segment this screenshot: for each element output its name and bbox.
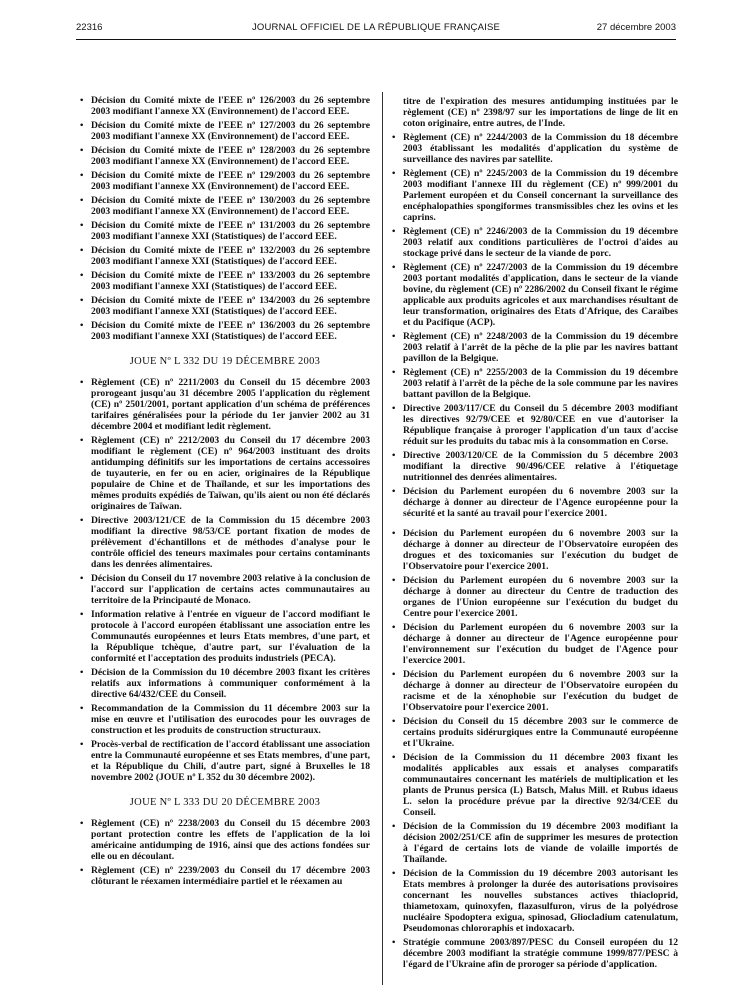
list-item: • Décision du Comité mixte de l'EEE nº 136/2003 du 26 septembre 2003 modifiant l'annexe XXI (Statistiques) de l'accord EEE.: [80, 320, 370, 342]
list-item: • Décision du Conseil du 17 novembre 2003 relative à la conclusion de l'accord sur l'application de certains actes communautaires au territoire de la Principauté de Monaco.: [80, 573, 370, 606]
list-item: • Règlement (CE) nº 2255/2003 de la Commission du 19 décembre 2003 relatif à l'arrêt de la pêche de la sole commune par les navires battant pavillon de la Belgique.: [392, 367, 678, 400]
list-item: • Décision du Parlement européen du 6 novembre 2003 sur la décharge à donner au directeur de l'Agence européenne pour la sécurité et la santé au travail pour l'exercice 2001.: [392, 486, 678, 519]
issue-date: 27 décembre 2003: [596, 22, 676, 33]
list-item: • Décision de la Commission du 19 décembre 2003 modifiant la décision 2002/251/CE afin de supprimer les mesures de protection à l'égard de certains lots de viande de volaille importés de Thaïlande.: [392, 821, 678, 865]
list-item: • Règlement (CE) nº 2211/2003 du Conseil du 15 décembre 2003 prorogeant jusqu'au 31 décembre 2005 l'application du règlement (CE) nº 2501/2001, portant application d'un schéma de préférences tarifaires généralisées pour la période du 1er janvier 2002 au 31 décembre 2004 et modifiant ledit règlement.: [80, 377, 370, 432]
list-item: • Décision du Conseil du 15 décembre 2003 sur le commerce de certains produits sidérurgiques entre la Communauté européenne et l'Ukraine.: [392, 716, 678, 749]
list-item: • Recommandation de la Commission du 11 décembre 2003 sur la mise en œuvre et l'utilisation des eurocodes pour les ouvrages de construction et les produits de construction structuraux.: [80, 703, 370, 736]
list-item: • Décision du Comité mixte de l'EEE nº 129/2003 du 26 septembre 2003 modifiant l'annexe XX (Environnement) de l'accord EEE.: [80, 170, 370, 192]
list-item: • Décision du Comité mixte de l'EEE nº 128/2003 du 26 septembre 2003 modifiant l'annexe XX (Environnement) de l'accord EEE.: [80, 145, 370, 167]
list-item: • Règlement (CE) nº 2245/2003 de la Commission du 19 décembre 2003 modifiant l'annexe III du règlement (CE) nº 999/2001 du Parlement européen et du Conseil concernant la surveillance des encéphalopathies spongiformes transmissibles chez les ovins et les caprins.: [392, 168, 678, 223]
list-item-continuation: titre de l'expiration des mesures antidumping instituées par le règlement (CE) nº 2398/97 sur les importations de linge de lit en coton originaire, entre autres, de l'Inde.: [403, 96, 678, 129]
list-item: • Règlement (CE) nº 2238/2003 du Conseil du 15 décembre 2003 portant protection contre les effets de l'application de la loi américaine antidumping de 1916, ainsi que des actions fondées sur elle ou en découlant.: [80, 818, 370, 862]
journal-title: JOURNAL OFFICIEL DE LA RÉPUBLIQUE FRANÇAISE: [251, 22, 501, 33]
column-divider: [382, 92, 383, 985]
list-item: • Règlement (CE) nº 2212/2003 du Conseil du 17 décembre 2003 modifiant le règlement (CE) nº 964/2003 instituant des droits antidumping définitifs sur les importations de certains accessoires de tuyauterie, en fer ou en acier, originaires de la République populaire de Chine et de Thaïlande, et sur les importations des mêmes produits expédiés de Taïwan, qu'ils aient ou non été déclarés originaires de Taïwan.: [80, 435, 370, 512]
list-item: • Décision de la Commission du 10 décembre 2003 fixant les critères relatifs aux informations à communiquer conformément à la directive 64/432/CEE du Conseil.: [80, 667, 370, 700]
list-item: • Décision du Comité mixte de l'EEE nº 127/2003 du 26 septembre 2003 modifiant l'annexe XX (Environnement) de l'accord EEE.: [80, 120, 370, 142]
list-item: • Décision du Comité mixte de l'EEE nº 134/2003 du 26 septembre 2003 modifiant l'annexe XXI (Statistiques) de l'accord EEE.: [80, 295, 370, 317]
left-column: [80, 95, 370, 890]
list-item: • Décision du Parlement européen du 6 novembre 2003 sur la décharge à donner au directeur de l'Observatoire européen du racisme et de la xénophobie sur l'exécution du budget de l'Observatoire pour l'exercice 2001.: [392, 669, 678, 713]
list-item: • Règlement (CE) nº 2244/2003 de la Commission du 18 décembre 2003 établissant les modalités d'application du système de surveillance des navires par satellite.: [392, 132, 678, 165]
list-item: • Décision du Parlement européen du 6 novembre 2003 sur la décharge à donner au directeur du Centre de traduction des organes de l'Union européenne sur l'exécution du budget du Centre pour l'exercice 2001.: [392, 575, 678, 619]
header-rule: [76, 39, 676, 40]
list-item: • Directive 2003/121/CE de la Commission du 15 décembre 2003 modifiant la directive 98/53/CE portant fixation de modes de prélèvement d'échantillons et de méthodes d'analyse pour le contrôle officiel des teneurs maximales pour certains contaminants dans les denrées alimentaires.: [80, 515, 370, 570]
list-item: • Décision du Comité mixte de l'EEE nº 131/2003 du 26 septembre 2003 modifiant l'annexe XXI (Statistiques) de l'accord EEE.: [80, 220, 370, 242]
list-item: • Décision du Comité mixte de l'EEE nº 126/2003 du 26 septembre 2003 modifiant l'annexe XX (Environnement) de l'accord EEE.: [80, 95, 370, 117]
list-item: • Règlement (CE) nº 2239/2003 du Conseil du 17 décembre 2003 clôturant le réexamen intermédiaire partiel et le réexamen au: [80, 865, 370, 887]
list-item: • Information relative à l'entrée en vigueur de l'accord modifiant le protocole à l'accord européen établissant une association entre les Communautés européennes et leurs Etats membres, d'une part, et la République tchèque, d'autre part, sur l'évaluation de la conformité et l'acceptation des produits industriels (PECA).: [80, 609, 370, 664]
list-item: • Décision du Comité mixte de l'EEE nº 130/2003 du 26 septembre 2003 modifiant l'annexe XX (Environnement) de l'accord EEE.: [80, 195, 370, 217]
list-item: • Règlement (CE) nº 2247/2003 de la Commission du 19 décembre 2003 portant modalités d'application, dans le secteur de la viande bovine, du règlement (CE) nº 2286/2002 du Conseil fixant le régime applicable aux produits agricoles et aux marchandises résultant de leur transformation, originaires des Etats d'Afrique, des Caraïbes et du Pacifique (ACP).: [392, 262, 678, 328]
issue-heading: JOUE Nº L 332 DU 19 DÉCEMBRE 2003: [129, 356, 321, 367]
page-header: [76, 20, 676, 36]
list-item: • Décision du Parlement européen du 6 novembre 2003 sur la décharge à donner au directeur de l'Observatoire européen des drogues et des toxicomanies sur l'exécution du budget de l'Observatoire pour l'exercice 2001.: [392, 528, 678, 572]
list-item: • Directive 2003/120/CE de la Commission du 5 décembre 2003 modifiant la directive 90/496/CEE relative à l'étiquetage nutritionnel des denrées alimentaires.: [392, 450, 678, 483]
list-item: • Règlement (CE) nº 2248/2003 de la Commission du 19 décembre 2003 relatif à l'arrêt de la pêche de la plie par les navires battant pavillon de la Belgique.: [392, 331, 678, 364]
right-column: [392, 96, 678, 973]
list-item: • Décision du Comité mixte de l'EEE nº 133/2003 du 26 septembre 2003 modifiant l'annexe XXI (Statistiques) de l'accord EEE.: [80, 270, 370, 292]
list-item: • Décision du Comité mixte de l'EEE nº 132/2003 du 26 septembre 2003 modifiant l'annexe XXI (Statistiques) de l'accord EEE.: [80, 245, 370, 267]
list-item: • Décision de la Commission du 11 décembre 2003 fixant les modalités applicables aux essais et analyses comparatifs communautaires concernant les matériels de multiplication et les plants de Prunus persica (L) Batsch, Malus Mill. et Rubus idaeus L. selon la procédure prévue par la directive 92/34/CEE du Conseil.: [392, 752, 678, 818]
list-item: • Directive 2003/117/CE du Conseil du 5 décembre 2003 modifiant les directives 92/79/CEE et 92/80/CEE en vue d'autoriser la République française à proroger l'application d'un taux d'accise réduit sur les produits du tabac mis à la consommation en Corse.: [392, 403, 678, 447]
list-item: • Stratégie commune 2003/897/PESC du Conseil européen du 12 décembre 2003 modifiant la stratégie commune 1999/877/PESC à l'égard de l'Ukraine afin de proroger sa période d'application.: [392, 937, 678, 970]
list-item: • Décision du Parlement européen du 6 novembre 2003 sur la décharge à donner au directeur de l'Agence européenne pour l'environnement sur l'exécution du budget de l'Agence pour l'exercice 2001.: [392, 622, 678, 666]
page-number: 22316: [76, 22, 103, 33]
list-item: • Décision de la Commission du 19 décembre 2003 autorisant les Etats membres à prolonger la durée des autorisations provisoires concernant les nouvelles substances actives thiacloprid, thiametoxam, quinoxyfen, flazasulfuron, virus de la polyédrose nucléaire Spodoptera exigua, spinosad, Gliocladium catenulatum, Pseudomonas chlororaphis et indoxacarb.: [392, 868, 678, 934]
list-item: • Règlement (CE) nº 2246/2003 de la Commission du 19 décembre 2003 relatif aux conditions particulières de l'octroi d'aides au stockage privé dans le secteur de la viande de porc.: [392, 226, 678, 259]
list-item: • Procès-verbal de rectification de l'accord établissant une association entre la Communauté européenne et ses Etats membres, d'une part, et la République du Chili, d'autre part, signé à Bruxelles le 18 novembre 2002 (JOUE nº L 352 du 30 décembre 2002).: [80, 739, 370, 783]
issue-heading: JOUE Nº L 333 DU 20 DÉCEMBRE 2003: [129, 797, 321, 808]
